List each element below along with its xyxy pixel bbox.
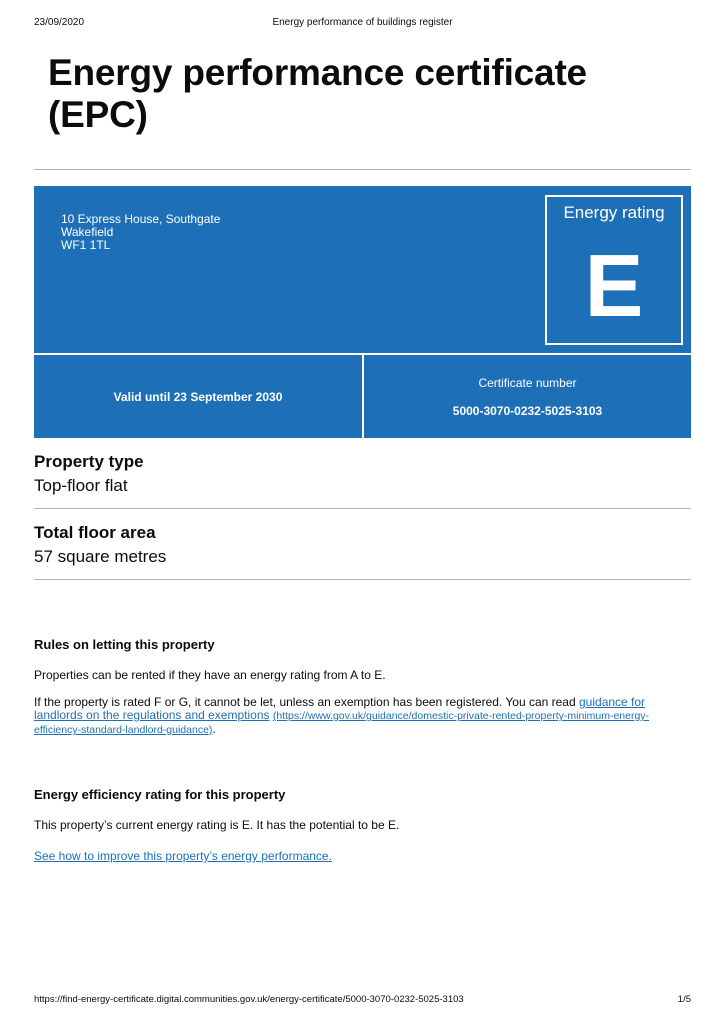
print-date: 23/09/2020: [34, 17, 85, 28]
divider: [34, 169, 691, 170]
floor-area-label: Total floor area: [34, 523, 156, 542]
page-title: Energy performance certificate (EPC): [48, 52, 587, 135]
landlord-guidance-link[interactable]: guidance for landlords on the regulations and exemptions: [34, 695, 646, 722]
letting-rules-end: .: [212, 722, 216, 736]
certificate-number: 5000-3070-0232-5025-3103: [452, 404, 603, 418]
energy-rating-letter: E: [584, 236, 644, 335]
efficiency-paragraph: This property’s current energy rating is E. It has the potential to be E.: [34, 818, 400, 832]
landlord-guidance-url[interactable]: (https://www.gov.uk/guidance/domestic-private-rented-property-minimum-energy-efficiency-standard-landlord-guidance): [34, 710, 650, 736]
divider: [34, 508, 691, 509]
certificate-number-label: Certificate number: [478, 376, 577, 390]
energy-rating-box: [545, 195, 683, 345]
divider: [34, 579, 691, 580]
print-url: https://find-energy-certificate.digital.communities.gov.uk/energy-certificate/5000-3070-0232-5025-3103: [34, 994, 464, 1005]
print-title: Energy performance of buildings register: [272, 17, 453, 28]
address-line-2: Wakefield: [61, 225, 114, 239]
efficiency-heading: Energy efficiency rating for this property: [34, 787, 286, 802]
property-type-value: Top-floor flat: [34, 476, 128, 495]
letting-rules-paragraph-1: Properties can be rented if they have an energy rating from A to E.: [34, 668, 386, 682]
property-address: [61, 213, 220, 252]
letting-rules-heading: Rules on letting this property: [34, 637, 215, 652]
panel-divider-vertical: [362, 353, 364, 438]
address-line-3: WF1 1TL: [61, 238, 111, 252]
property-type-label: Property type: [34, 452, 144, 471]
print-header: [34, 17, 691, 31]
improve-performance-link[interactable]: See how to improve this property’s energy performance.: [34, 849, 332, 863]
letting-rules-text: If the property is rated F or G, it cannot be let, unless an exemption has been registered. You can read: [34, 695, 579, 709]
energy-rating-label: Energy rating: [563, 203, 665, 222]
valid-until: Valid until 23 September 2030: [113, 390, 283, 404]
floor-area-value: 57 square metres: [34, 547, 167, 566]
letting-rules-paragraph-2: [34, 696, 694, 737]
efficiency-link-line: [34, 850, 694, 863]
address-line-1: 10 Express House, Southgate: [61, 212, 221, 226]
epc-summary-panel: [34, 186, 691, 438]
page-number: 1/5: [677, 994, 691, 1005]
